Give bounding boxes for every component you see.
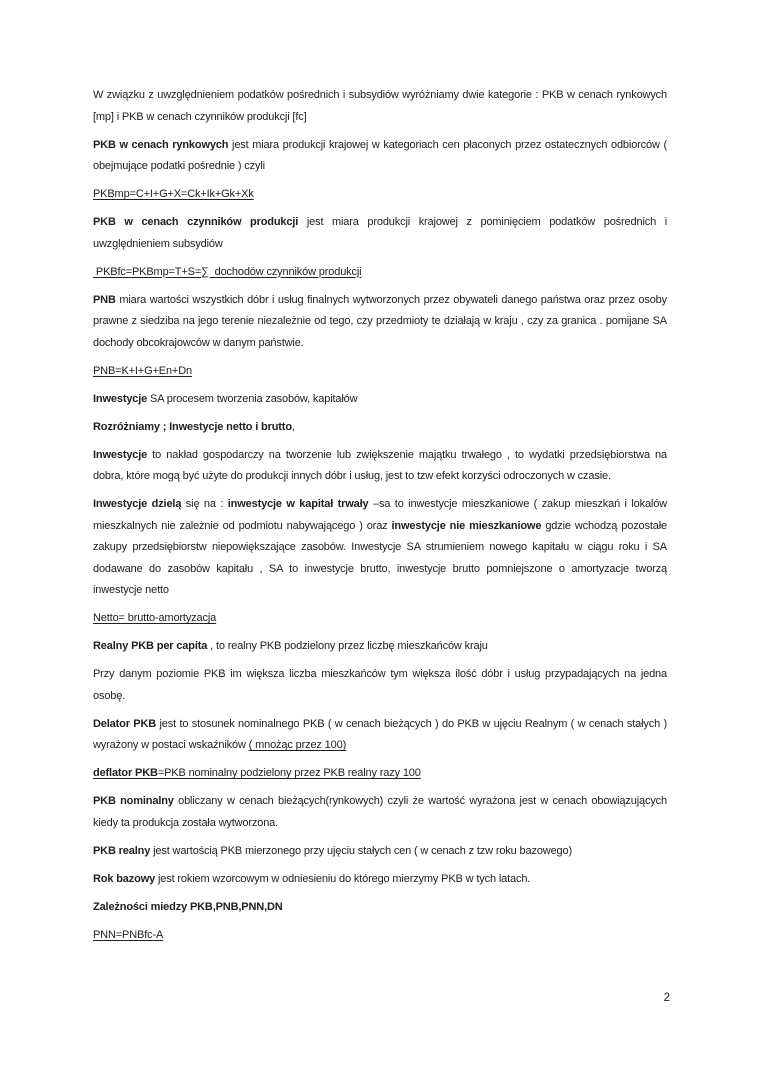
text-run: ( mnożąc przez 100) bbox=[248, 739, 347, 751]
text-run: PNB bbox=[93, 293, 116, 306]
text-run: inwestycje nie mieszkaniowe bbox=[391, 519, 542, 532]
text-run: Inwestycje bbox=[93, 392, 148, 405]
paragraph bbox=[93, 869, 667, 891]
text-run: SA procesem tworzenia zasobów, kapitałów bbox=[147, 392, 358, 405]
paragraph bbox=[93, 791, 667, 834]
text-run: deflator PKB bbox=[93, 767, 158, 779]
text-run: inwestycje w kapitał trwały bbox=[227, 498, 369, 510]
text-run: Netto= brutto-amortyzacja bbox=[93, 612, 217, 624]
text-run: się na : bbox=[181, 498, 228, 510]
text-run: PKBmp=C+I+G+X=Ck+Ik+Gk+Xk bbox=[93, 188, 254, 200]
text-run: obliczany w cenach bieżących(rynkowych) czyli że wartość wyrażona jest w cenach obowiązujących kiedy ta produkcja została wytworzona. bbox=[93, 795, 667, 829]
text-run: jest wartością PKB mierzonego przy ujęciu stałych cen ( w cenach z tzw roku bazowego) bbox=[150, 844, 572, 857]
text-run: PKB w cenach czynników produkcji bbox=[93, 216, 299, 228]
formula-line bbox=[93, 608, 667, 630]
text-run: to nakład gospodarczy na tworzenie lub zwiększenie majątku trwałego , to wydatki przedsiębiorstwa na dobra, które mogą być użyte do produkcji innych dóbr i usług, jest to tzw efekt korzyści odroczonych w czasie. bbox=[93, 448, 667, 482]
document-body bbox=[93, 85, 667, 953]
text-run: Realny PKB per capita bbox=[93, 640, 208, 652]
text-run: W związku z uwzględnieniem podatków pośrednich i subsydiów wyróżniamy dwie kategorie : PKB w cenach rynkowych [mp] i PKB w cenach czynników produkcji [fc] bbox=[93, 89, 667, 123]
text-run: PKB realny bbox=[93, 844, 151, 857]
paragraph bbox=[93, 897, 667, 919]
paragraph bbox=[93, 85, 667, 128]
paragraph bbox=[93, 212, 667, 255]
paragraph bbox=[93, 664, 667, 707]
paragraph bbox=[93, 636, 667, 658]
text-run: , bbox=[291, 420, 295, 433]
text-run: gdzie wchodzą pozostałe zakupy przedsiębiorstw niepowiększające zasobów. Inwestycje SA strumieniem nowego kapitału w ciągu roku i SA dodawane do zasobów kapitału , SA to inwestycje brutto, inwestycje brutto pomniejszone o amortyzacje tworzą inwestycje netto bbox=[93, 519, 667, 596]
paragraph bbox=[93, 714, 667, 757]
text-run: =PKB nominalny podzielony przez PKB realny razy 100 bbox=[157, 767, 421, 779]
text-run: PNN=PNBfc-A bbox=[93, 928, 164, 941]
text-run: PKB w cenach rynkowych bbox=[93, 138, 229, 151]
paragraph bbox=[93, 841, 667, 863]
text-run: , to realny PKB podzielony przez liczbę mieszkańców kraju bbox=[207, 640, 488, 652]
paragraph bbox=[93, 494, 667, 602]
paragraph bbox=[93, 389, 667, 411]
text-run: PKBfc=PKBmp=T+S=∑ dochodów czynników produkcji bbox=[93, 265, 362, 278]
text-run: jest miara produkcji krajowej z pominięciem podatków pośrednich i uwzględnieniem subsydiów bbox=[93, 216, 667, 250]
text-run: –sa to inwestycje mieszkaniowe ( zakup mieszkań i lokalów mieszkalnych nie zależnie od podmiotu nabywającego ) oraz bbox=[93, 498, 667, 532]
paragraph bbox=[93, 417, 667, 439]
text-run: Inwestycje bbox=[93, 448, 148, 461]
formula-line bbox=[93, 925, 667, 947]
paragraph bbox=[93, 135, 667, 178]
text-run: jest miara produkcji krajowej w kategoriach cen płaconych przez ostatecznych odbiorców ( obejmujące podatki pośrednie ) czyli bbox=[93, 138, 667, 172]
formula-line bbox=[93, 184, 667, 206]
paragraph bbox=[93, 763, 667, 785]
text-run: Przy danym poziomie PKB im większa liczba mieszkańców tym większa ilość dóbr i usług przypadających na jedna osobę. bbox=[93, 668, 667, 702]
formula-line bbox=[93, 361, 667, 383]
page-number: 2 bbox=[663, 992, 670, 1004]
text-run: Rok bazowy bbox=[93, 872, 156, 885]
formula-line bbox=[93, 262, 667, 284]
text-run: miara wartości wszystkich dóbr i usług finalnych wytworzonych przez obywateli danego państwa oraz przez osoby prawne z siedziba na jego terenie niezależnie od tego, czy przedmioty te działają w kraju , czy za granica . pomijane SA dochody obcokrajowców w danym państwie. bbox=[93, 293, 667, 349]
text-run: Inwestycje dzielą bbox=[93, 498, 182, 510]
text-run: Rozróżniamy ; Inwestycje netto i brutto bbox=[93, 420, 292, 433]
text-run: Zależności miedzy PKB,PNB,PNN,DN bbox=[93, 900, 283, 913]
paragraph bbox=[93, 445, 667, 488]
text-run: PKB nominalny bbox=[93, 795, 174, 807]
text-run: jest to stosunek nominalnego PKB ( w cenach bieżących ) do PKB w ujęciu Realnym ( w cenach stałych ) wyrażony w postaci wskaźników bbox=[93, 717, 668, 751]
text-run: Delator PKB bbox=[93, 717, 157, 730]
text-run: jest rokiem wzorcowym w odniesieniu do którego mierzymy PKB w tych latach. bbox=[155, 872, 531, 885]
paragraph bbox=[93, 290, 667, 355]
text-run: PNB=K+I+G+En+Dn bbox=[93, 364, 192, 377]
